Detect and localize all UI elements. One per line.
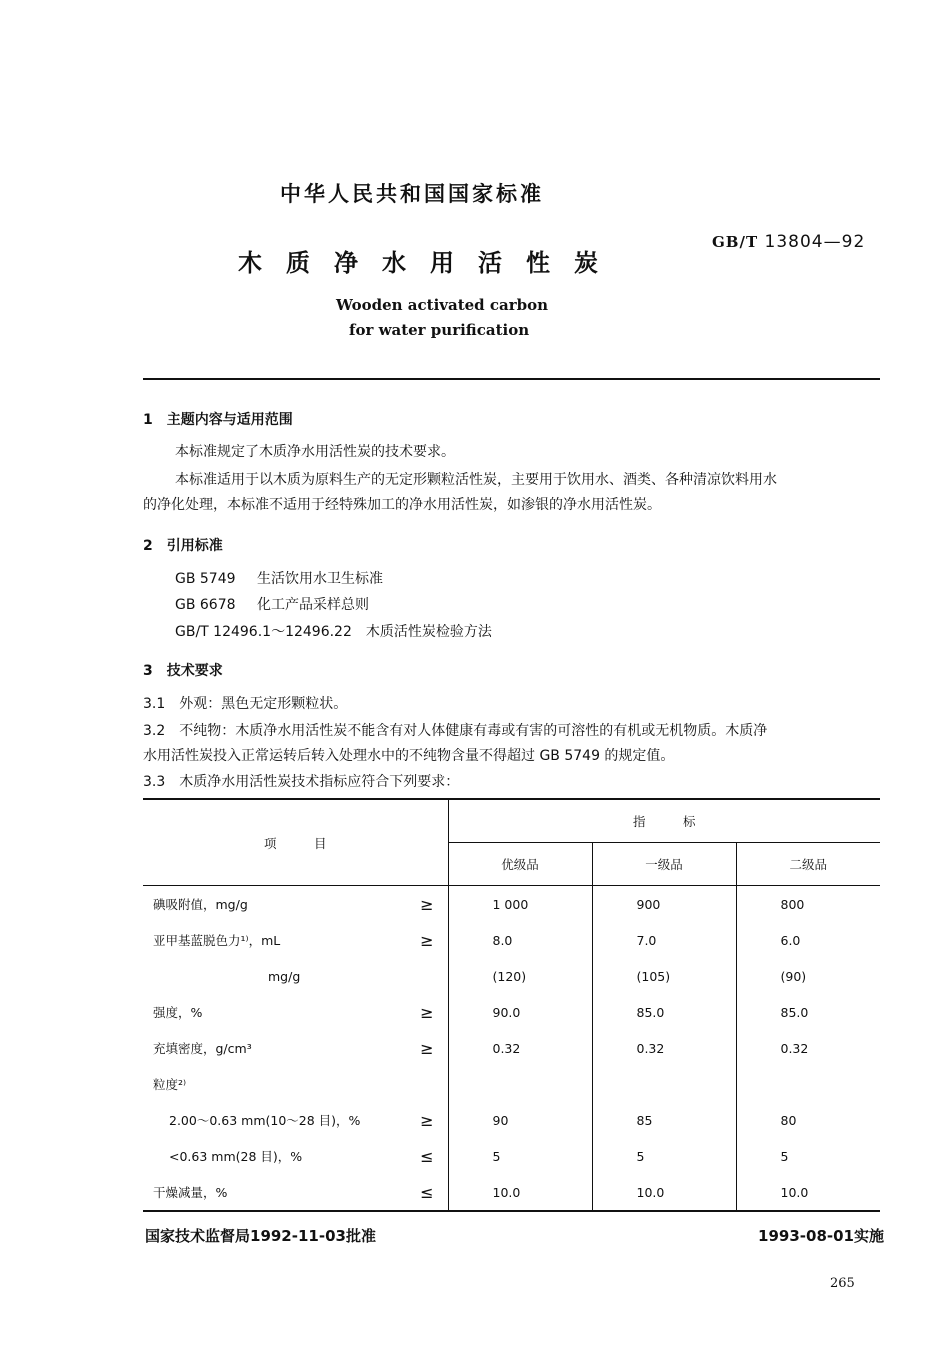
row-label: <0.63 mm(28 目)，% <box>169 1149 303 1164</box>
cell-first: (105) <box>592 958 736 994</box>
cell-second: 85.0 <box>736 994 880 1030</box>
cell-first: 10.0 <box>592 1174 736 1211</box>
cell-superior: 8.0 <box>448 922 592 958</box>
table-row <box>143 922 880 958</box>
reference-item <box>175 567 383 591</box>
cell-second: (90) <box>736 958 880 994</box>
grade-first: 一级品 <box>592 843 736 886</box>
cell-first: 85 <box>592 1102 736 1138</box>
comparison-symbol <box>398 1066 448 1102</box>
specification-table <box>143 798 880 1212</box>
cell-superior: 10.0 <box>448 1174 592 1211</box>
reference-name: 木质活性炭检验方法 <box>365 624 492 640</box>
section-2-heading: 2 引用标准 <box>143 538 223 554</box>
row-label: 干燥减量，% <box>153 1185 228 1200</box>
section-1-para-2-line1: 本标准适用于以木质为原料生产的无定形颗粒活性炭，主要用于饮用水、酒类、各种清凉饮料用水 <box>175 472 777 488</box>
cell-second: 5 <box>736 1138 880 1174</box>
org-title: 中华人民共和国国家标准 <box>280 182 544 206</box>
comparison-symbol: ≥ <box>420 1110 434 1130</box>
item-header: 项 目 <box>263 835 327 851</box>
cell-second: 0.32 <box>736 1030 880 1066</box>
effective-date: 1993-08-01实施 <box>758 1227 884 1245</box>
cell-superior: 5 <box>448 1138 592 1174</box>
cell-superior: 90.0 <box>448 994 592 1030</box>
cell-superior: 1 000 <box>448 886 592 923</box>
comparison-symbol <box>398 958 448 994</box>
comparison-symbol: ≤ <box>420 1182 434 1202</box>
doc-title: 木质净水用活性炭 <box>238 249 622 277</box>
row-label: mg/g <box>268 968 301 984</box>
english-title-line2: for water purification <box>349 321 530 339</box>
cell-first <box>592 1066 736 1102</box>
cell-superior: 0.32 <box>448 1030 592 1066</box>
reference-name: 生活饮用水卫生标准 <box>257 571 383 587</box>
cell-first: 85.0 <box>592 994 736 1030</box>
clause-3-2-line1: 3.2 不纯物：木质净水用活性炭不能含有对人体健康有毒或有害的可溶性的有机或无机物质。木质净 <box>143 723 768 739</box>
grade-superior: 优级品 <box>448 843 592 886</box>
reference-code: GB 6678 <box>175 597 236 613</box>
index-header: 指 标 <box>448 799 880 843</box>
cell-superior: (120) <box>448 958 592 994</box>
section-1-para-2-line2: 的净化处理，本标准不适用于经特殊加工的净水用活性炭，如渗银的净水用活性炭。 <box>143 497 661 513</box>
table-row <box>143 886 880 923</box>
standard-prefix: GB/T <box>712 233 759 251</box>
row-label: 碘吸附值，mg/g <box>153 897 248 912</box>
row-label: 2.00～0.63 mm(10～28 目)，% <box>169 1113 361 1128</box>
header-rule <box>143 378 880 380</box>
table-row <box>143 994 880 1030</box>
row-label: 亚甲基蓝脱色力¹⁾，mL <box>153 933 281 948</box>
comparison-symbol: ≥ <box>420 1002 434 1022</box>
table-row <box>143 1138 880 1174</box>
section-1-heading: 1 主题内容与适用范围 <box>143 412 293 428</box>
grade-second: 二级品 <box>736 843 880 886</box>
approval-line: 国家技术监督局1992-11-03批准 <box>145 1227 376 1245</box>
clause-3-3: 3.3 木质净水用活性炭技术指标应符合下列要求： <box>143 774 460 790</box>
comparison-symbol: ≤ <box>420 1146 434 1166</box>
cell-second: 80 <box>736 1102 880 1138</box>
cell-second: 10.0 <box>736 1174 880 1211</box>
clause-3-2-line2: 水用活性炭投入正常运转后转入处理水中的不纯物含量不得超过 GB 5749 的规定值。 <box>143 748 675 764</box>
cell-second: 800 <box>736 886 880 923</box>
cell-first: 7.0 <box>592 922 736 958</box>
reference-code: GB 5749 <box>175 571 236 587</box>
row-label: 充填密度，g/cm³ <box>153 1041 252 1056</box>
row-label: 强度，% <box>153 1005 203 1020</box>
comparison-symbol: ≥ <box>420 894 434 914</box>
table-row <box>143 1030 880 1066</box>
section-1-para-1: 本标准规定了木质净水用活性炭的技术要求。 <box>175 444 455 460</box>
reference-code: GB/T 12496.1～12496.22 <box>175 624 352 640</box>
reference-name: 化工产品采样总则 <box>257 597 369 613</box>
comparison-symbol: ≥ <box>420 930 434 950</box>
standard-number <box>712 232 865 252</box>
page-number: 265 <box>830 1276 855 1291</box>
cell-first: 900 <box>592 886 736 923</box>
table-row <box>143 958 880 994</box>
table-row <box>143 1174 880 1211</box>
cell-second <box>736 1066 880 1102</box>
cell-superior <box>448 1066 592 1102</box>
comparison-symbol: ≥ <box>420 1038 434 1058</box>
row-label: 粒度²⁾ <box>153 1077 187 1092</box>
cell-first: 5 <box>592 1138 736 1174</box>
section-3-heading: 3 技术要求 <box>143 663 223 679</box>
reference-item <box>175 593 369 617</box>
cell-first: 0.32 <box>592 1030 736 1066</box>
table-row <box>143 1066 880 1102</box>
english-title-line1: Wooden activated carbon <box>336 296 549 314</box>
table-row <box>143 1102 880 1138</box>
clause-3-1: 3.1 外观：黑色无定形颗粒状。 <box>143 696 348 712</box>
standard-code: 13804—92 <box>764 232 866 252</box>
cell-superior: 90 <box>448 1102 592 1138</box>
reference-item <box>175 620 492 644</box>
cell-second: 6.0 <box>736 922 880 958</box>
